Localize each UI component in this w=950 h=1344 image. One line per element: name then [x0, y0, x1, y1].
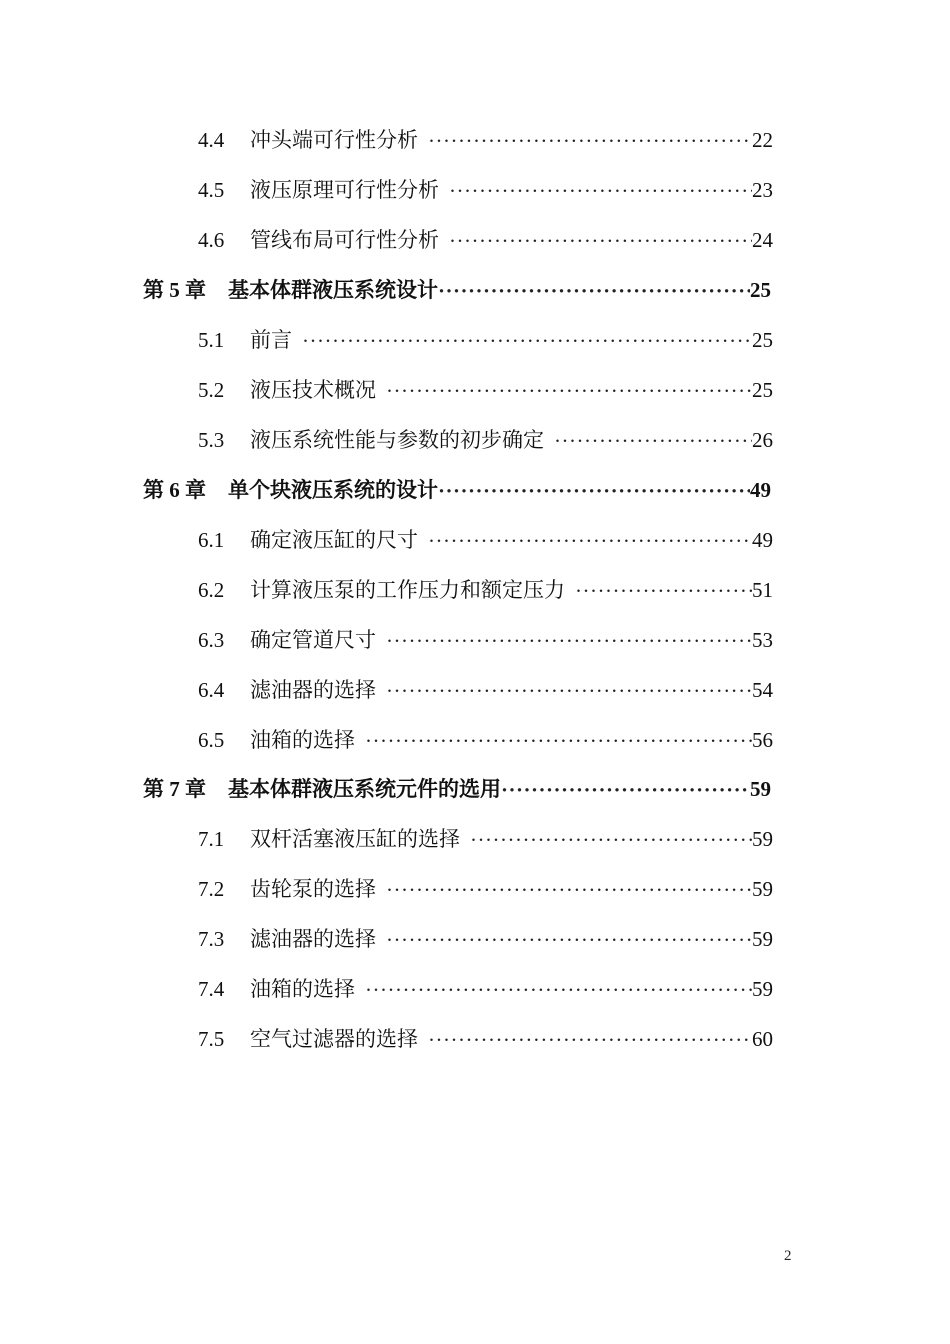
- toc-entry-6-2[interactable]: [198, 573, 773, 607]
- toc-entry-page: 25: [752, 328, 773, 352]
- toc-entry-page: 24: [752, 228, 773, 252]
- toc-entry-number: 6.4: [198, 678, 225, 702]
- dot-leader: [386, 873, 752, 907]
- dot-leader: [554, 424, 752, 458]
- dot-leader: [428, 524, 752, 558]
- toc-entry-5-2[interactable]: [198, 373, 773, 407]
- toc-entry-title: 滤油器的选择: [250, 678, 376, 702]
- toc-entry-7-3[interactable]: [198, 922, 773, 956]
- toc-entry-number: 7.4: [198, 977, 225, 1001]
- toc-entry-6-1[interactable]: [198, 523, 773, 557]
- toc-entry-page: 59: [752, 927, 773, 951]
- dot-leader: [386, 624, 752, 658]
- dot-leader: [386, 374, 752, 408]
- toc-chapter-page: 49: [750, 478, 771, 502]
- toc-chapter-number: 第 7 章: [143, 777, 206, 801]
- dot-leader: [438, 474, 750, 508]
- dot-leader: [386, 674, 752, 708]
- toc-entry-title: 确定液压缸的尺寸: [250, 528, 418, 552]
- toc-chapter-5[interactable]: [143, 273, 771, 307]
- toc-entry-6-4[interactable]: [198, 673, 773, 707]
- toc-entry-7-4[interactable]: [198, 972, 773, 1006]
- toc-entry-page: 59: [752, 877, 773, 901]
- toc-entry-number: 7.2: [198, 877, 225, 901]
- toc-chapter-title: 基本体群液压系统元件的选用: [228, 776, 501, 801]
- dot-leader: [438, 274, 750, 308]
- toc-chapter-page: 59: [750, 777, 771, 801]
- toc-entry-4-5[interactable]: [198, 173, 773, 207]
- toc-entry-title: 液压系统性能与参数的初步确定: [250, 428, 544, 452]
- toc-entry-page: 51: [752, 578, 773, 602]
- dot-leader: [386, 923, 752, 957]
- toc-entry-number: 5.1: [198, 328, 225, 352]
- toc-entry-title: 双杆活塞液压缸的选择: [250, 827, 460, 851]
- dot-leader: [575, 574, 752, 608]
- toc-entry-number: 6.5: [198, 728, 225, 752]
- toc-entry-7-2[interactable]: [198, 872, 773, 906]
- toc-entry-page: 22: [752, 128, 773, 152]
- dot-leader: [428, 124, 752, 158]
- toc-entry-page: 26: [752, 428, 773, 452]
- toc-entry-page: 23: [752, 178, 773, 202]
- toc-chapter-number: 第 5 章: [143, 278, 206, 302]
- page-number: 2: [784, 1248, 792, 1264]
- toc-entry-page: 59: [752, 977, 773, 1001]
- toc-entry-number: 6.1: [198, 528, 225, 552]
- toc-entry-number: 7.3: [198, 927, 225, 951]
- toc-entry-title: 前言: [250, 328, 292, 352]
- toc-entry-4-4[interactable]: [198, 123, 773, 157]
- dot-leader: [501, 773, 750, 807]
- dot-leader: [470, 823, 752, 857]
- dot-leader: [449, 224, 752, 258]
- toc-chapter-7[interactable]: [143, 772, 771, 806]
- toc-entry-4-6[interactable]: [198, 223, 773, 257]
- toc-chapter-number: 第 6 章: [143, 478, 206, 502]
- toc-chapter-title: 单个块液压系统的设计: [228, 477, 438, 502]
- toc-entry-title: 油箱的选择: [250, 977, 355, 1001]
- toc-entry-number: 5.3: [198, 428, 225, 452]
- toc-entry-page: 60: [752, 1027, 773, 1051]
- dot-leader: [428, 1023, 752, 1057]
- toc-entry-number: 6.3: [198, 628, 225, 652]
- toc-entry-number: 4.6: [198, 228, 225, 252]
- toc-chapter-6[interactable]: [143, 473, 771, 507]
- toc-entry-7-5[interactable]: [198, 1022, 773, 1056]
- dot-leader: [365, 724, 752, 758]
- toc-entry-5-1[interactable]: [198, 323, 773, 357]
- toc-entry-page: 56: [752, 728, 773, 752]
- toc-entry-title: 油箱的选择: [250, 728, 355, 752]
- toc-entry-title: 确定管道尺寸: [250, 628, 376, 652]
- toc-chapter-title: 基本体群液压系统设计: [228, 277, 438, 302]
- toc-entry-title: 液压原理可行性分析: [250, 178, 439, 202]
- toc-entry-number: 4.5: [198, 178, 225, 202]
- dot-leader: [449, 174, 752, 208]
- dot-leader: [302, 324, 752, 358]
- toc-entry-number: 7.1: [198, 827, 225, 851]
- toc-entry-number: 4.4: [198, 128, 225, 152]
- toc-entry-5-3[interactable]: [198, 423, 773, 457]
- toc-entry-title: 空气过滤器的选择: [250, 1027, 418, 1051]
- toc-entry-title: 液压技术概况: [250, 378, 376, 402]
- toc-entry-number: 5.2: [198, 378, 225, 402]
- toc-entry-title: 滤油器的选择: [250, 927, 376, 951]
- toc-entry-title: 计算液压泵的工作压力和额定压力: [250, 578, 565, 602]
- toc-entry-title: 冲头端可行性分析: [250, 128, 418, 152]
- toc-entry-page: 54: [752, 678, 773, 702]
- dot-leader: [365, 973, 752, 1007]
- toc-entry-title: 齿轮泵的选择: [250, 877, 376, 901]
- toc-entry-title: 管线布局可行性分析: [250, 228, 439, 252]
- toc-entry-number: 6.2: [198, 578, 225, 602]
- toc-entry-page: 59: [752, 827, 773, 851]
- toc-entry-page: 53: [752, 628, 773, 652]
- toc-entry-7-1[interactable]: [198, 822, 773, 856]
- toc-entry-number: 7.5: [198, 1027, 225, 1051]
- toc-entry-page: 49: [752, 528, 773, 552]
- toc-chapter-page: 25: [750, 278, 771, 302]
- toc-entry-6-5[interactable]: [198, 723, 773, 757]
- toc-entry-page: 25: [752, 378, 773, 402]
- toc-entry-6-3[interactable]: [198, 623, 773, 657]
